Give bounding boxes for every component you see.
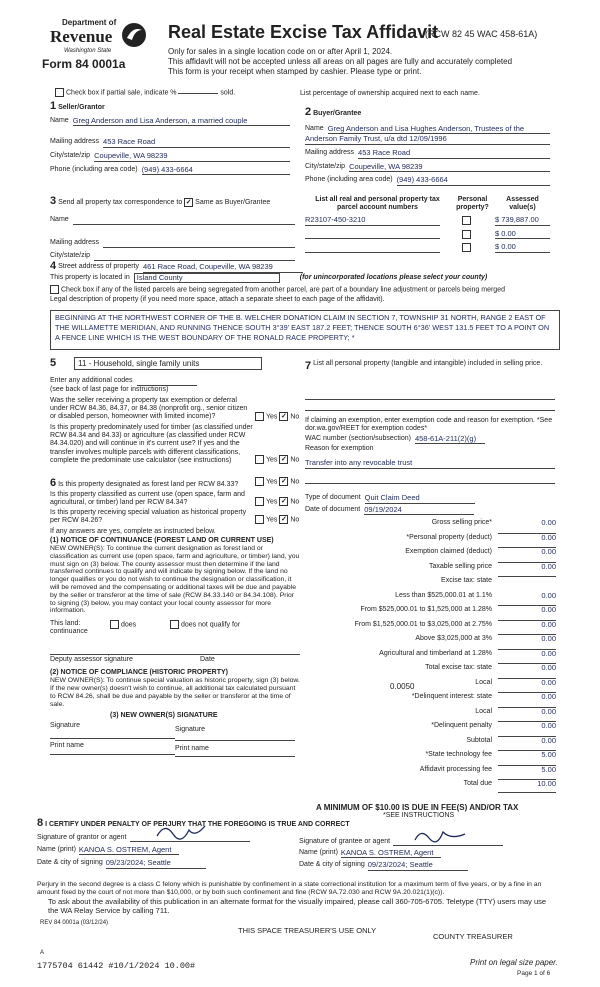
property-street-address[interactable]: 461 Race Road, Coupeville, WA 98239 — [143, 260, 303, 273]
calc-value[interactable]: 0.00 — [498, 679, 556, 694]
calc-label: Agricultural and timberland at 1.28% — [379, 649, 492, 657]
calc-value[interactable]: 5.00 — [498, 751, 556, 766]
grantor-signature[interactable] — [130, 834, 250, 842]
calc-label: Total excise tax: state — [425, 664, 492, 671]
county-select[interactable]: Island County — [134, 273, 280, 284]
calc-value[interactable]: 10.00 — [498, 780, 556, 793]
current-use-no-checkbox[interactable]: ✓ — [280, 498, 287, 506]
header-note-3: This form is your receipt when stamped by cashier. Please type or print. — [168, 67, 422, 76]
calc-row — [300, 592, 556, 607]
calc-value[interactable]: 0.00 — [498, 534, 556, 549]
calc-value[interactable]: 0.00 — [498, 548, 556, 563]
calc-value[interactable] — [498, 577, 556, 592]
calc-value[interactable]: 0.00 — [498, 621, 556, 636]
calc-label: Subtotal — [466, 736, 492, 744]
calc-label: *Delinquent interest: state — [411, 693, 492, 700]
calc-value[interactable]: 0.00 — [498, 708, 556, 723]
document-type[interactable]: Quit Claim Deed — [365, 494, 475, 504]
dor-logo — [42, 18, 150, 76]
tax-correspondence: 3 Send all property tax correspondence to ✓ Same as Buyer/Grantee Name Mailing address City/state/zip — [50, 195, 295, 261]
calc-row — [300, 751, 556, 766]
form-number: Form 84 0001a — [42, 57, 126, 71]
dept-line3: Washington State — [64, 48, 112, 54]
calc-row — [300, 679, 556, 694]
signature-scribble-icon — [155, 822, 215, 840]
dept-line2: Revenue — [50, 27, 113, 46]
buyer-section: 2 Buyer/Grantee Name Greg Anderson and Lisa Hughes Anderson, Trustees of the Anderson Family Trust, u/a dtd 12/09/1996 Mailing address 453 Race Road City/state/zip Coupeville, WA 98239 Phone (including area code) (949) 433-6664 — [305, 106, 550, 186]
stamp-letter: A — [40, 950, 45, 956]
calc-label: Total due — [463, 780, 492, 787]
seller-phone[interactable]: (949) 433-6664 — [142, 166, 290, 176]
form-title: Real Estate Excise Tax Affidavit — [168, 22, 439, 42]
calc-row — [300, 708, 556, 723]
header-note-1: Only for sales in a single location code on or after April 1, 2024. — [168, 47, 393, 56]
seller-section: 1 Seller/Grantor Name Greg Anderson and Lisa Anderson, a married couple Mailing address 453 Race Road City/state/zip Coupeville, WA 98239 Phone (including area code) (949) 433-6664 — [50, 100, 290, 175]
forest-no-checkbox[interactable]: ✓ — [280, 478, 287, 485]
receipt-stamp: 1775704 61442 #10/1/2024 10.00# — [37, 961, 196, 971]
calc-row — [300, 534, 556, 549]
buyer-city[interactable]: Coupeville, WA 98239 — [349, 163, 550, 173]
does-not-qualify-checkbox[interactable] — [170, 620, 179, 629]
calc-row — [300, 606, 556, 621]
dept-line1: Department of — [62, 18, 117, 27]
buyer-name[interactable]: Greg Anderson and Lisa Hughes Anderson, Trustees of the — [328, 125, 550, 135]
legal-description[interactable]: BEGINNING AT THE NORTHWEST CORNER OF THE B. WELCHER DONATION CLAIM IN SECTION 7, TOWNSHIP 31 NORTH, RANGE 2 EAST OF THE WILLAMETTE MERIDIAN, AND RUNNING THENCE SOUTH 3°39' EAST 187.2 FEET; THENCE SOUTH 6°36' WEST 131.5 FEET TO A POINT ON A FENCE LINE WHICH IS THE WEST BOUNDARY OF THE RONALD RACE PROPERTY; * — [50, 310, 560, 350]
calc-value[interactable]: 0.00 — [498, 664, 556, 679]
calc-row — [300, 577, 556, 592]
see-instructions: *SEE INSTRUCTIONS — [383, 812, 455, 819]
seller-name[interactable]: Greg Anderson and Lisa Anderson, a married couple — [73, 117, 290, 127]
grantor-date-city[interactable]: 09/23/2024; Seattle — [106, 859, 206, 869]
correspondence-address[interactable] — [103, 239, 295, 248]
grantee-signature[interactable] — [393, 838, 503, 846]
calc-label: From $525,000.01 to $1,525,000 at 1.28% — [360, 606, 492, 613]
header-note-2: This affidavit will not be accepted unless all areas on all pages are fully and accurately completed — [168, 57, 513, 66]
calc-value[interactable]: 5.00 — [498, 766, 556, 781]
calc-label: Excise tax: state — [441, 577, 492, 584]
exemption-yes-checkbox[interactable] — [255, 412, 264, 421]
revision: REV 84 0001a (03/12/24) — [40, 920, 109, 926]
tax-calculation — [300, 519, 556, 793]
correspondence-name[interactable] — [73, 216, 295, 225]
grantee-date-city[interactable]: 09/23/2024; Seattle — [368, 861, 468, 871]
historic-yes-checkbox[interactable] — [255, 515, 264, 524]
calc-row — [300, 519, 556, 534]
personal-property-checkbox-2[interactable] — [462, 230, 471, 239]
land-use-section: 5 11 - Household, single family units Enter any additional codes (see back of last page for instructions) Was the seller receiving a property tax exemption or deferral under RCW 84.36, 84.37, or 84.38 (nonprofit org., senior citizen or disabled person, homeowner with limited income)? Yes ✓ No Is this property predominately used for timber (as classified under RCW 84.34 and 84.33) or agriculture (as classified under RCW 84.34.020) and will continue in it's current use? If yes and the transfer involves multiple parcels with different classifications, complete the predominate use calculator (see instructions) Yes ✓ No — [50, 357, 300, 464]
current-use-yes-checkbox[interactable] — [255, 497, 264, 506]
grantor-name[interactable]: KANOA S. OSTREM, Agent — [79, 846, 179, 856]
document-date[interactable]: 09/19/2024 — [364, 506, 474, 516]
partial-sale: Check box if partial sale, indicate % sold. — [55, 88, 235, 97]
same-as-buyer-checkbox[interactable]: ✓ — [185, 198, 192, 206]
wac-number[interactable]: 458-61A-211(2)(g) — [415, 435, 485, 445]
calc-value[interactable]: 0.00 — [498, 635, 556, 650]
parcel-number[interactable]: R23107-450-3210 — [305, 216, 440, 226]
calc-row — [300, 548, 556, 563]
form-rcw: (RCW 82 45 WAC 458-61A) — [425, 29, 538, 39]
signature-scribble-icon — [413, 826, 473, 844]
calc-label: *Personal property (deduct) — [406, 533, 492, 541]
partial-sale-checkbox[interactable] — [55, 88, 64, 97]
local-rate: 0.0050 — [390, 682, 415, 691]
calc-row — [300, 635, 556, 650]
calc-label: Local — [475, 678, 492, 686]
does-checkbox[interactable] — [110, 620, 119, 629]
calc-value[interactable]: 0.00 — [498, 722, 556, 737]
exemption-no-checkbox[interactable]: ✓ — [280, 412, 287, 420]
assessed-value-3[interactable]: $ 0.00 — [495, 243, 550, 253]
calc-row — [300, 693, 556, 708]
calc-value[interactable]: 0.00 — [498, 563, 556, 578]
calc-row — [300, 780, 556, 793]
calc-value[interactable]: 0.00 — [498, 606, 556, 621]
calc-row — [300, 722, 556, 737]
personal-property-checkbox-1[interactable] — [462, 216, 471, 225]
calc-label: *State technology fee — [425, 751, 492, 758]
perjury-notice: Perjury in the second degree is a class C felony which is punishable by confinement in a state correctional institution for a maximum term of five years, or by a fine in an amount fixed by the court of not more than $10,000, or by both such confinement and fine (RCW 9A.72.030 and RCW 9A.20.021(1)(c)). — [37, 881, 542, 896]
forest-yes-checkbox[interactable] — [255, 477, 264, 486]
alternate-format-notice: To ask about the availability of this publication in an alternate format for the visually impaired, please call 360-705-6705. Teletype (TTY) users may use the WA Relay Service by calling 711. — [48, 897, 547, 915]
calc-label: Above $3,025,000 at 3% — [415, 635, 492, 642]
calc-label: Local — [475, 707, 492, 715]
buyer-name-line2[interactable]: Anderson Family Trust, u/a dtd 12/09/1996 — [305, 135, 550, 145]
calc-value[interactable]: 0.00 — [498, 650, 556, 665]
calc-label: From $1,525,000.01 to $3,025,000 at 2.75% — [354, 620, 492, 628]
calc-label: Gross selling price* — [431, 519, 492, 526]
legal-paper-note: Print on legal size paper. — [470, 958, 558, 967]
land-use-select[interactable]: 11 - Household, single family units — [74, 357, 262, 370]
calc-row — [300, 621, 556, 636]
seller-mailing-address[interactable]: 453 Race Road — [103, 138, 290, 148]
dor-swoosh-icon — [121, 22, 147, 48]
ownership-note: List percentage of ownership acquired next to each name. — [300, 90, 480, 97]
parcel-table: List all real and personal property tax parcel account numbers Personal property? Assessed value(s) R23107-450-3210 $ 739,887.00 $ 0.00 $ 0.00 — [305, 196, 553, 253]
personal-property-section: 7 List all personal property (tangible and intangible) included in selling price. If claiming an exemption, enter exemption code and reason for exemption. *See dor.wa.gov/REET for exemption codes* WAC number (section/subsection) 458-61A-211(2)(g) Reason for exemption Transfer into any revocable trust Type of document Quit Claim Deed Date of document 09/19/2024 — [305, 360, 555, 515]
assessed-value-2[interactable]: $ 0.00 — [495, 230, 550, 240]
exemption-reason[interactable]: Transfer into any revocable trust — [305, 459, 555, 469]
page-number: Page 1 of 6 — [517, 970, 551, 977]
buyer-phone[interactable]: (949) 433-6664 — [397, 176, 550, 186]
minimum-due: A MINIMUM OF $10.00 IS DUE IN FEE(S) AND/OR TAX — [316, 803, 519, 812]
timber-yes-checkbox[interactable] — [255, 455, 264, 464]
buyer-mailing-address[interactable]: 453 Race Road — [358, 149, 550, 159]
calc-value[interactable]: 0.00 — [498, 737, 556, 752]
calc-row — [300, 650, 556, 665]
grantee-name[interactable]: KANOA S. OSTREM, Agent — [341, 849, 441, 859]
calc-label: *Delinquent penalty — [431, 722, 492, 729]
calc-row — [300, 664, 556, 679]
seller-city[interactable]: Coupeville, WA 98239 — [94, 152, 290, 162]
property-location: 4 Street address of property 461 Race Road, Coupeville, WA 98239 This property is located in Island County (for unincorporated locations please select your county) Check box if any of the listed parcels are being segregated from another parcel, are part of a boundary line adjustment or parcels being merged Legal description of property (if you need more space, attach a separate sheet to each page of the affidavit). — [50, 260, 505, 303]
segregated-checkbox[interactable] — [50, 285, 59, 294]
calc-value[interactable]: 0.00 — [498, 592, 556, 607]
timber-no-checkbox[interactable]: ✓ — [280, 456, 287, 464]
calc-label: Less than $525,000.01 at 1.1% — [395, 591, 492, 599]
calc-label: Affidavit processing fee — [419, 765, 492, 773]
additional-codes-input[interactable] — [137, 377, 197, 386]
personal-property-checkbox-3[interactable] — [462, 243, 471, 252]
historic-no-checkbox[interactable]: ✓ — [280, 516, 287, 524]
calc-label: Taxable selling price — [428, 562, 492, 570]
calc-row — [300, 563, 556, 578]
calc-row — [300, 766, 556, 781]
forest-land-section: 6 Is this property designated as forest land per RCW 84.33? Yes ✓ No Is this property classified as current use (open space, farm and agricultural, or timber) land per RCW 84.34? Yes ✓ No Is this property receiving special valuation as historical property per RCW 84.26? Yes ✓ No If any answers are yes, complete as instructed below. (1) NOTICE OF CONTINUANCE (FOREST LAND OR CURRENT USE) NEW OWNER(S): To continue the current designation as forest land or classification as current use (open space, farm and agriculture, or timber) land, you must sign on (3) below. The county assessor must then determine if the land transferred continues to qualify and will indicate by signing below. If the land no longer qualifies or you do not wish to continue the designation or classification, it will be removed and the compensating or additional taxes will be due and payable by the seller or transferor at the time of sale (RCW 84.33.140 or 84.34.108). Prior to signing (3) below, you may contact your local county assessor for more information. This land: continuance does does not qualify for Deputy assessor signature Date (2) NOTICE OF COMPLIANCE (HISTORIC PROPERTY) NEW OWNER(S): To continue special valuation as historic property, sign (3) below. If the new owner(s) doesn't wish to continue, all additional tax calculated pursuant to RCW 84.26, shall be due and payable by the seller or transferor at the time of sale. (3) NEW OWNER(S) SIGNATURE Signature Signature Print name Print name — [50, 477, 300, 757]
calc-value[interactable]: 0.00 — [498, 693, 556, 708]
treasurer-use: THIS SPACE TREASURER'S USE ONLY — [238, 926, 377, 935]
county-treasurer: COUNTY TREASURER — [433, 932, 513, 941]
calc-value[interactable]: 0.00 — [498, 519, 556, 534]
assessed-value-1[interactable]: $ 739,887.00 — [495, 216, 550, 226]
calc-label: Exemption claimed (deduct) — [405, 548, 492, 555]
calc-row — [300, 737, 556, 752]
certification: 8 I CERTIFY UNDER PENALTY OF PERJURY THAT THE FOREGOING IS TRUE AND CORRECT Signature of grantor or agent Name (print) KANOA S. OSTREM, Agent Date & city of signing 09/23/2024; Seattle Signature of grantee or agent Name (print) KANOA S. OSTREM, Agent Date & city of signing 09/23/2024; Seattle — [37, 817, 557, 871]
